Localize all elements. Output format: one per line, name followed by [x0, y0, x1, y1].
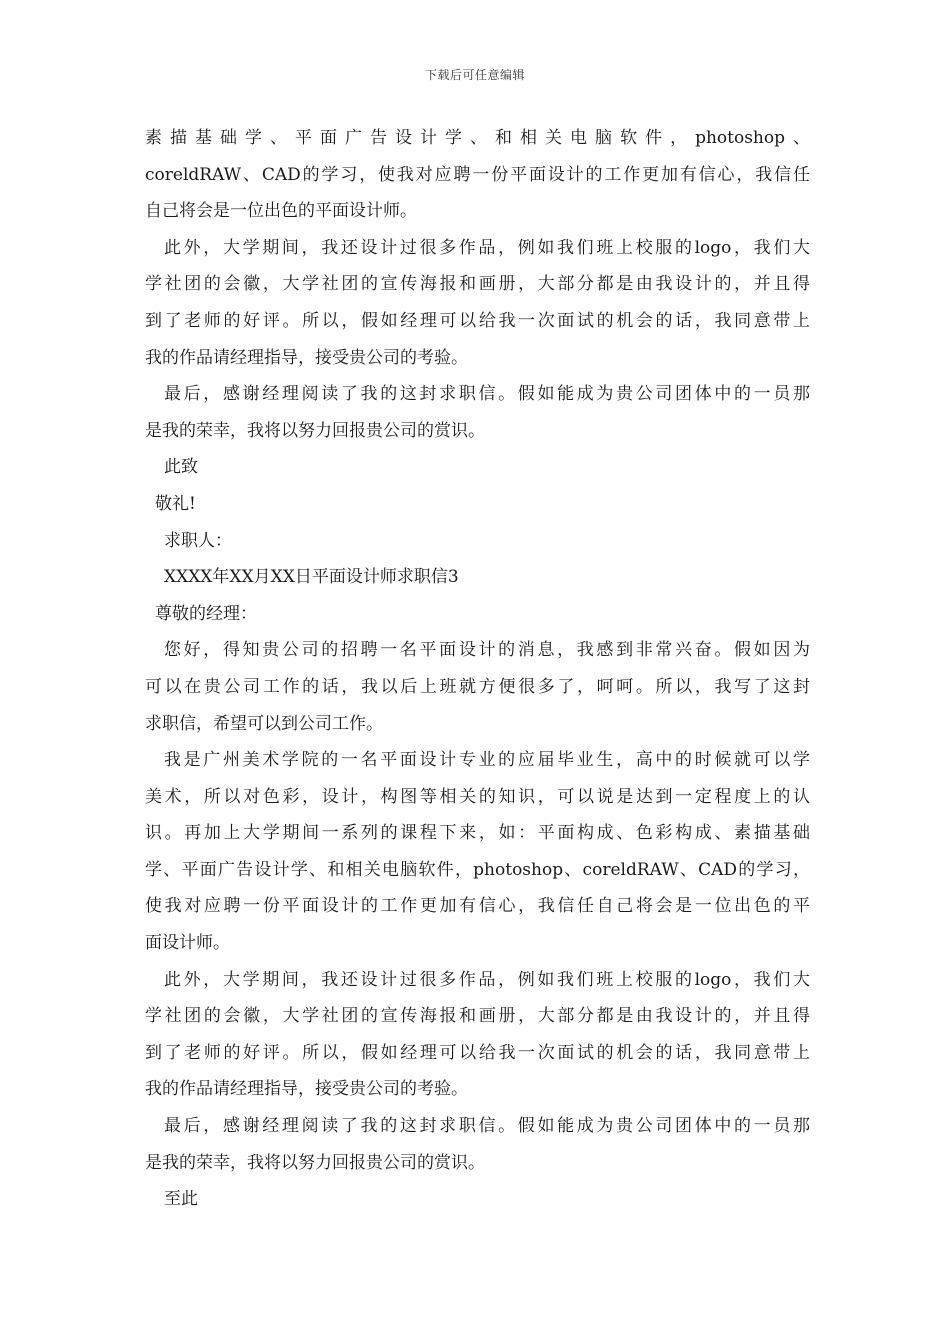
text-line: 是我的荣幸，我将以努力回报贵公司的赏识。: [145, 420, 485, 441]
section-heading: XXXX年XX月XX日平面设计师求职信3: [164, 567, 459, 588]
text-line: 使我对应聘一份平面设计的工作更加有信心，我信任自己将会是一位出色的平: [145, 896, 810, 917]
text-line: 最后，感谢经理阅读了我的这封求职信。假如能成为贵公司团体中的一员那: [164, 384, 810, 405]
page-header: 下载后可任意编辑: [424, 68, 525, 82]
text-line: 最后，感谢经理阅读了我的这封求职信。假如能成为贵公司团体中的一员那: [164, 1116, 810, 1137]
text-line: 我是广州美术学院的一名平面设计专业的应届毕业生，高中的时候就可以学: [164, 750, 810, 771]
greeting-line: 尊敬的经理：: [155, 603, 257, 624]
text-line: 求职信，希望可以到公司工作。: [145, 713, 383, 734]
text-line: 学社团的会徽，大学社团的宣传海报和画册，大部分都是由我设计的，并且得: [145, 1006, 810, 1027]
salutation-line: 敬礼!: [155, 493, 196, 514]
text-line: 您好，得知贵公司的招聘一名平面设计的消息，我感到非常兴奋。假如因为: [164, 640, 810, 661]
text-line: 可以在贵公司工作的话，我以后上班就方便很多了，呵呵。所以，我写了这封: [145, 676, 810, 697]
text-line: 到了老师的好评。所以，假如经理可以给我一次面试的机会的话，我同意带上: [145, 310, 810, 331]
text-line: 美术，所以对色彩，设计，构图等相关的知识，可以说是达到一定程度上的认: [145, 786, 810, 807]
text-line: 素描基础学、平面广告设计学、和相关电脑软件，photoshop、: [145, 128, 810, 148]
document-body: [145, 120, 810, 1218]
signature-label: 求职人：: [164, 530, 232, 551]
text-line: 我的作品请经理指导，接受贵公司的考验。: [145, 1079, 468, 1100]
text-line: 识。再加上大学期间一系列的课程下来，如：平面构成、色彩构成、素描基础: [145, 823, 810, 844]
text-line: 到了老师的好评。所以，假如经理可以给我一次面试的机会的话，我同意带上: [145, 1042, 810, 1063]
text-line: 面设计师。: [145, 933, 230, 954]
text-line: 此外，大学期间，我还设计过很多作品，例如我们班上校服的logo，我们大: [164, 237, 810, 258]
text-line: 学社团的会徽，大学社团的宣传海报和画册，大部分都是由我设计的，并且得: [145, 274, 810, 295]
text-line: 自己将会是一位出色的平面设计师。: [145, 201, 417, 222]
text-line: 我的作品请经理指导，接受贵公司的考验。: [145, 347, 468, 368]
text-line: coreldRAW、CAD的学习，使我对应聘一份平面设计的工作更加有信心，我信任: [145, 164, 810, 185]
text-line: 是我的荣幸，我将以努力回报贵公司的赏识。: [145, 1152, 485, 1173]
text-line: 学、平面广告设计学、和相关电脑软件，photoshop、coreldRAW、CAD的学习，: [145, 859, 810, 880]
closing-line: 至此: [164, 1189, 198, 1210]
closing-line: 此致: [164, 457, 198, 478]
text-line: 此外，大学期间，我还设计过很多作品，例如我们班上校服的logo，我们大: [164, 969, 810, 990]
